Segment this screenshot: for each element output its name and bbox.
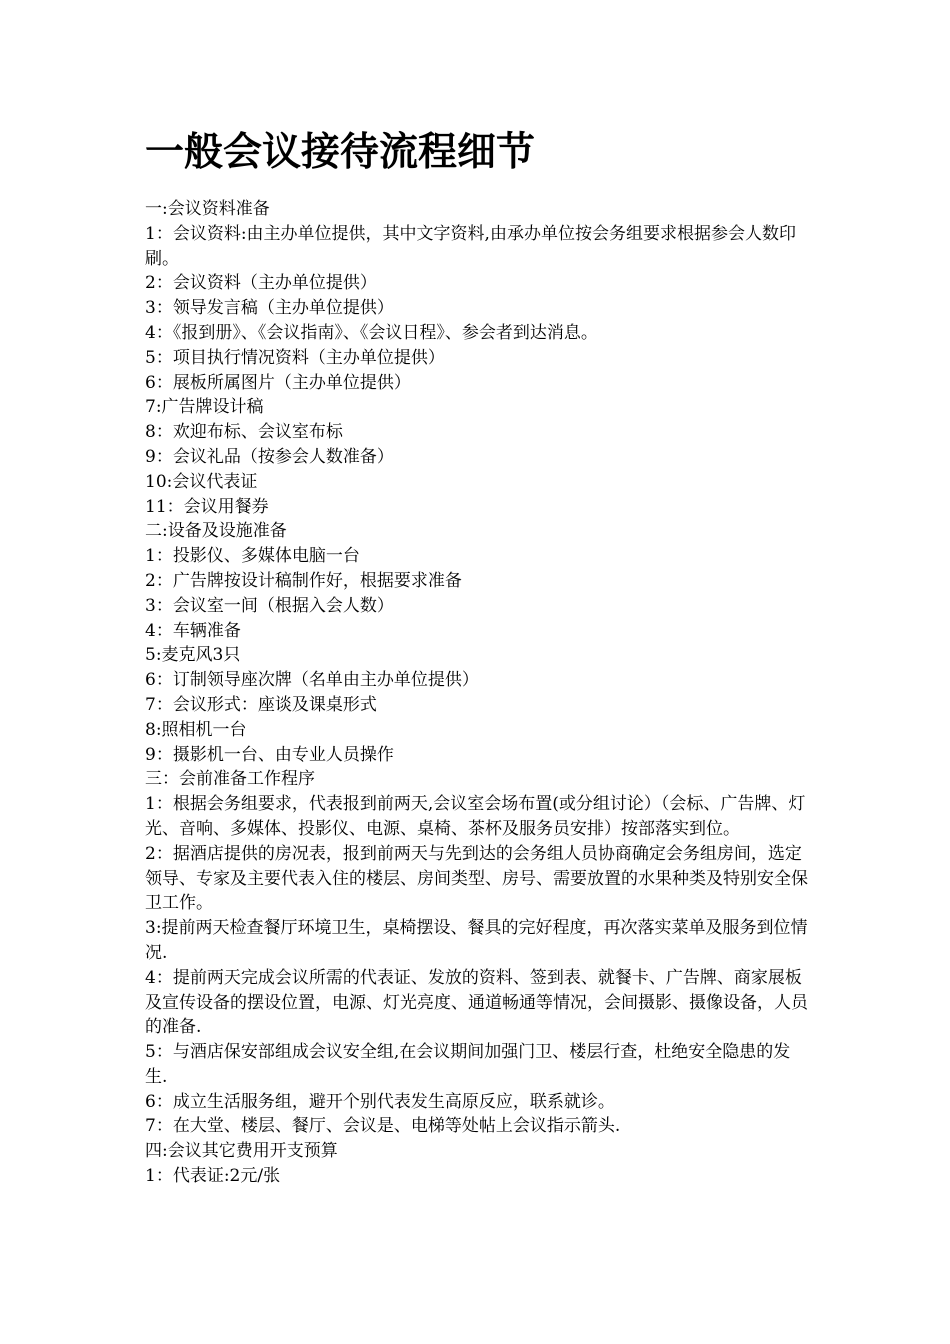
text-line: 8:照相机一台 [145, 719, 247, 740]
text-line: 3：领导发言稿（主办单位提供） [145, 298, 394, 319]
text-line: 1：投影仪、多媒体电脑一台 [145, 546, 360, 567]
text-line: 5：与酒店保安部组成会议安全组,在会议期间加强门卫、楼层行查，杜绝安全隐患的发生. [145, 1042, 791, 1087]
text-line: 三：会前准备工作程序 [145, 769, 315, 790]
text-line: 9：摄影机一台、由专业人员操作 [145, 744, 394, 765]
text-line: 4：车辆准备 [145, 620, 241, 641]
text-line: 3:提前两天检查餐厅环境卫生，桌椅摆设、餐具的完好程度，再次落实菜单及服务到位情况. [145, 918, 808, 963]
text-line: 4：《报到册》、《会议指南》、《会议日程》、参会者到达消息。 [145, 322, 598, 343]
text-line: 2：据酒店提供的房况表，报到前两天与先到达的会务组人员协商确定会务组房间，选定领导、专家及主要代表入住的楼层、房间类型、房号、需要放置的水果种类及特别安全保卫工作。 [145, 843, 808, 914]
text-line: 5:麦克风3只 [145, 645, 241, 666]
text-line: 四:会议其它费用开支预算 [145, 1141, 338, 1162]
text-line: 3：会议室一间（根据入会人数） [145, 595, 394, 616]
text-line: 2：会议资料（主办单位提供） [145, 273, 377, 294]
text-line: 1：代表证:2元/张 [145, 1166, 281, 1187]
text-line: 6：展板所属图片（主办单位提供） [145, 372, 411, 393]
text-line: 10:会议代表证 [145, 471, 258, 492]
text-line: 6：成立生活服务组，避开个别代表发生高原反应，联系就诊。 [145, 1091, 615, 1112]
text-line: 11：会议用餐券 [145, 496, 269, 517]
document-title: 一般会议接待流程细节 [145, 129, 536, 175]
text-line: 4：提前两天完成会议所需的代表证、发放的资料、签到表、就餐卡、广告牌、商家展板及宣传设备的摆设位置，电源、灯光亮度、通道畅通等情况，会间摄影、摄像设备，人员的准备. [145, 967, 808, 1038]
text-line: 9：会议礼品（按参会人数准备） [145, 446, 394, 467]
text-line: 7:广告牌设计稿 [145, 397, 264, 418]
text-line: 二:设备及设施准备 [145, 521, 287, 542]
text-line: 1：根据会务组要求，代表报到前两天,会议室会场布置(或分组讨论）（会标、广告牌、灯光、音响、多媒体、投影仪、电源、桌椅、茶杯及服务员安排）按部落实到位。 [145, 794, 806, 839]
text-line: 6：订制领导座次牌（名单由主办单位提供） [145, 670, 479, 691]
text-line: 7：会议形式：座谈及课桌形式 [145, 694, 377, 715]
text-line: 8：欢迎布标、会议室布标 [145, 422, 343, 443]
text-line: 一:会议资料准备 [145, 199, 270, 219]
text-line: 5：项目执行情况资料（主办单位提供） [145, 347, 445, 368]
text-line: 2：广告牌按设计稿制作好，根据要求准备 [145, 570, 462, 591]
text-line: 7：在大堂、楼层、餐厅、会议是、电梯等处帖上会议指示箭头. [145, 1116, 621, 1137]
text-line: 1：会议资料:由主办单位提供，其中文字资料,由承办单位按会务组要求根据参会人数印刷。 [145, 223, 796, 269]
document-body [145, 197, 810, 1189]
